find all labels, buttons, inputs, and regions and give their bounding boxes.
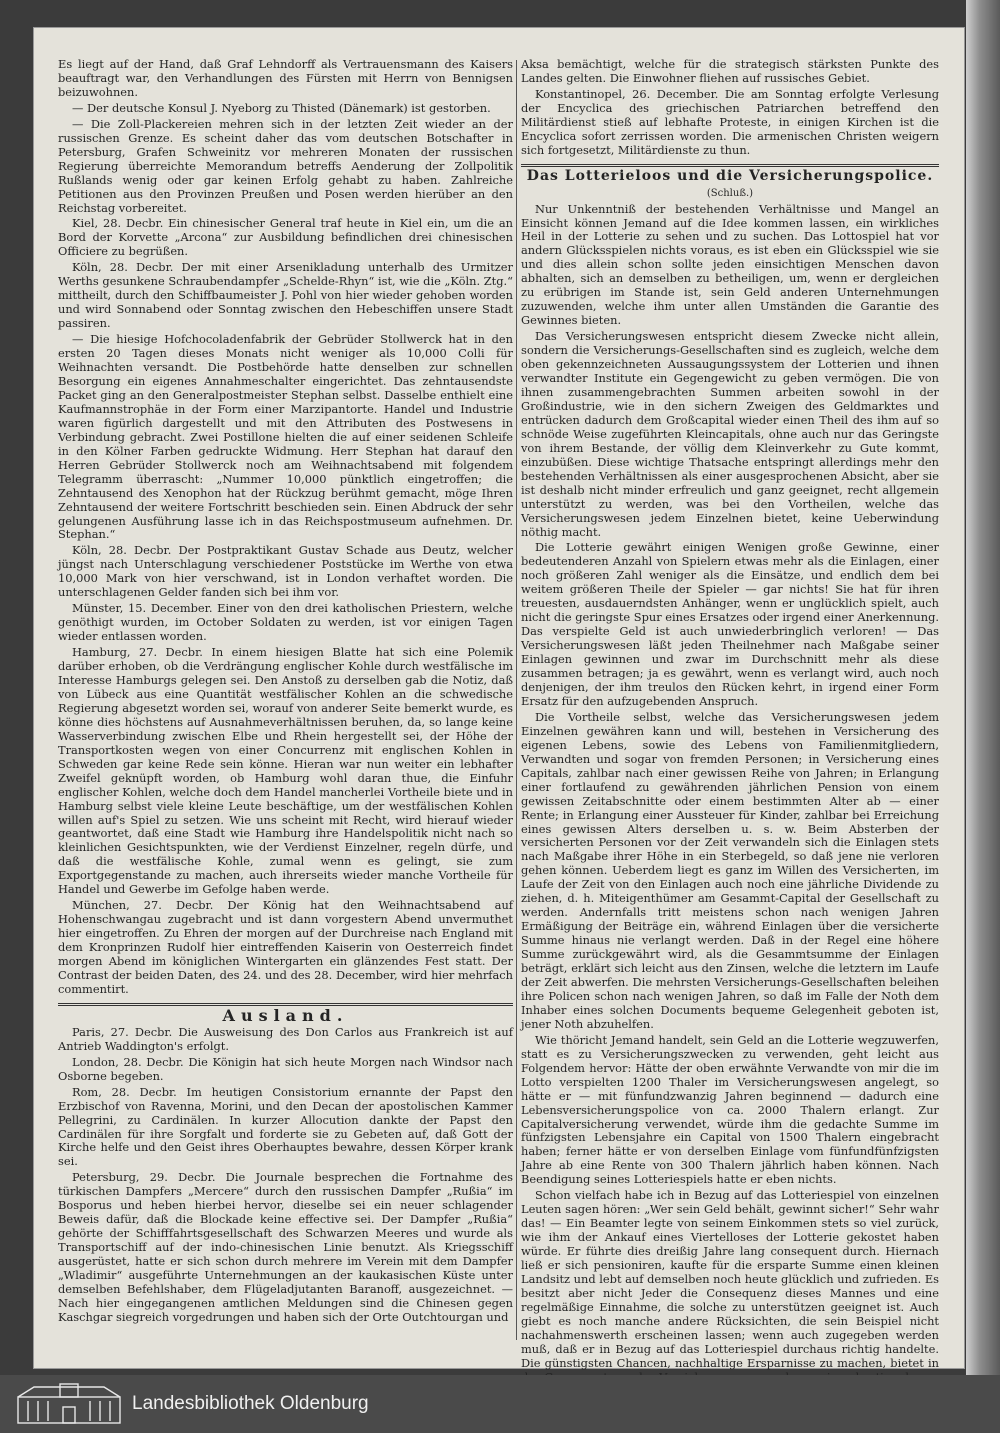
right-column — [521, 58, 939, 1401]
page-edge — [966, 0, 1000, 1433]
library-building-icon — [14, 1383, 124, 1425]
library-footer — [0, 1375, 1000, 1433]
paragraph: Nur Unkenntniß der bestehenden Verhältnisse und Mangel an Einsicht können Jemand auf die Idee kommen lassen, ein wirkliches Heil in der Lotterie zu sehen und zu suchen. Das Lottospiel hat vor andern Glücksspielen nichts voraus, es ist eben ein Glücksspiel wie sie und dies allein schon sollte jeden einsichtigen Menschen davon abhalten, sich an demselben zu betheiligen, um, wenn er dergleichen zu erübrigen im Stande ist, sein Geld anderen Unternehmungen zuzuwenden, welche ihm unter allen Umständen die Garantie des Gewinnes bieten. — [521, 201, 939, 328]
left-column — [58, 58, 513, 1327]
article-heading: Das Lotterieloos und die Versicherungspolice. — [521, 164, 939, 184]
paragraph: Die Lotterie gewährt einigen Wenigen große Gewinne, einer bedeutenderen Anzahl von Spielern etwas mehr als die Einlagen, einer noch größeren Zahl weniger als die Einsätze, und endlich dem bei weitem größeren Theile der Spieler — gar nichts! Sie hat für ihren treuesten, ausdauerndsten Anhänger, wenn er unglücklich spielt, auch nicht die geringste Spur eines Ersatzes oder irgend einer Anerkennung. Das verspielte Geld ist auch unwiederbringlich verloren! — Das Versicherungswesen läßt jeden Theilnehmer nach Maßgabe seiner Einlagen gewinnen und zwar im Durchschnitt mehr als diese zusammen betragen; ja es gewährt, wenn es verlangt wird, auch noch denjenigen, der ihm treulos den Rücken kehrt, in irgend einer Form Ersatz für den aufzugebenden Anspruch. — [521, 540, 939, 708]
section-heading-ausland: Ausland. — [58, 1003, 513, 1023]
paragraph: — Die hiesige Hofchocoladenfabrik der Gebrüder Stollwerck hat in den ersten 20 Tagen dieses Monats nicht weniger als 10,000 Colli für Weihnachten versandt. Die Postbehörde hatte denselben zur schnellen Besorgung ein eigenes Annahmeschalter eingerichtet. Das zehntausendste Packet ging an den Generalpostmeister Stephan selbst. Dasselbe enthielt eine Kaufmannstrophäe in der Form einer Marzipantorte. Handel und Industrie waren figürlich dargestellt und mit den Attributen des Postwesens in Verbindung gebracht. Zwei Postillone hielten die auf einer seidenen Schleife in den Kölner Farben gedruckte Widmung. Herr Stephan hat darauf den Herren Gebrüder Stollwerck noch am Weihnachtsabend mit folgendem Telegramm überrascht: „Nummer 10,000 pünktlich eingetroffen; die Zehntausend des Xenophon hat der Rückzug berühmt gemacht, möge Ihren Zehntausend der weitere Fortschritt beschieden sein. Einen Abdruck der sehr gelungenen Ausführung lasse ich in das Reichspostmuseum aufnehmen. Dr. Stephan.“ — [58, 332, 513, 542]
paragraph: Die Vortheile selbst, welche das Versicherungswesen jedem Einzelnen gewähren kann und will, bestehen in Versicherung des eigenen Lebens, sowie des Lebens von Familienmitgliedern, Verwandten und sogar von fremden Personen; in Versicherung eines Capitals, zahlbar nach einer gewissen Reihe von Jahren; in Erlangung einer fortlaufend zu gewährenden jährlichen Pension von einem gewissen Zeitabschnitte oder einem bestimmten Alter ab — einer Rente; in Erlangung einer Aussteuer für Kinder, zahlbar bei Erreichung eines gewissen Alters derselben u. s. w. Beim Absterben der versicherten Personen vor der Zeit verwandeln sich die Einlagen stets nach Maßgabe ihrer Höhe in ein Sterbegeld, so daß jene nie verloren gehen können. Ueberdem liegt es ganz im Willen des Versicherten, im Laufe der Zeit von den Einlagen auch noch eine jährliche Dividende zu ziehen, d. h. Miteigenthümer am Gesammt-Capital der Gesellschaft zu werden. Andernfalls tritt meistens schon nach wenigen Jahren Ermäßigung der Beiträge ein, während Einlagen über die versicherte Summe hinaus nie verlangt werden. Daß in der Regel eine höhere Summe zurückgewährt wird, als die Gesammtsumme der Einlagen beträgt, erklärt sich leicht aus den Zinsen, welche die letztern im Laufe der Zeit abwerfen. Die mehrsten Versicherungs-Gesellschaften beleihen ihre Policen schon nach wenigen Jahren, so daß im Falle der Noth dem Inhaber eines solchen Documents bequeme Gelegenheit geboten ist, jener Noth abzuhelfen. — [521, 709, 939, 1031]
paragraph: Rom, 28. Decbr. Im heutigen Consistorium ernannte der Papst den Erzbischof von Ravenna, Morini, und den Decan der apostolischen Kammer Pellegrini, zu Cardinälen. In kurzer Allocution dankte der Papst den Cardinälen für ihre Sorgfalt und forderte sie zu Gebeten auf, daß Gott der Kirche helfe und den Geist ihres Oberhauptes bewahre, dessen Körper krank sei. — [58, 1084, 513, 1169]
paragraph: Aksa bemächtigt, welche für die strategisch stärksten Punkte des Landes gelten. Die Einwohner fliehen auf russisches Gebiet. — [521, 57, 939, 85]
newspaper-page — [34, 28, 964, 1368]
paragraph: Köln, 28. Decbr. Der Postpraktikant Gustav Schade aus Deutz, welcher jüngst nach Unterschlagung verschiedener Poststücke im Werthe von etwa 10,000 Mark von hier verschwand, ist in London verhaftet worden. Die unterschlagenen Gelder fanden sich bei ihm vor. — [58, 543, 513, 600]
paragraph: Petersburg, 29. Decbr. Die Journale besprechen die Fortnahme des türkischen Dampfers „Mercere“ durch den russischen Dampfer „Rußia“ im Bosporus und heben hierbei hervor, dieselbe sei ein neuer schlagender Beweis dafür, daß die Blockade keine effective sei. Der Dampfer „Rußia“ gehörte der Schifffahrtsgesellschaft des Schwarzen Meeres und wurde als Transportschiff auf der indo-chinesischen Linie benutzt. Als Kriegsschiff ausgerüstet, hatte er sich schon durch mehrere im Verein mit dem Dampfer „Wladimir“ ausgeführte Unternehmungen an der kaukasischen Küste unter demselben Befehlshaber, dem Flügeladjutanten Baranoff, ausgezeichnet. — Nach hier eingegangenen amtlichen Meldungen sind die Chinesen gegen Kaschgar siegreich vorgedrungen und haben sich der Orte Outchtourgan und — [58, 1170, 513, 1324]
paragraph: Konstantinopel, 26. December. Die am Sonntag erfolgte Verlesung der Encyclica des griechischen Patriarchen betreffend den Militärdienst stieß auf lebhafte Proteste, in einigen Kirchen ist die Encyclica sofort zerrissen worden. Die armenischen Christen weigern sich fortgesetzt, Militärdienste zu thun. — [521, 86, 939, 157]
paragraph: Paris, 27. Decbr. Die Ausweisung des Don Carlos aus Frankreich ist auf Antrieb Waddington's erfolgt. — [58, 1024, 513, 1053]
paragraph: — Der deutsche Konsul J. Nyeborg zu Thisted (Dänemark) ist gestorben. — [72, 100, 491, 115]
paragraph: Wie thöricht Jemand handelt, sein Geld an die Lotterie wegzuwerfen, statt es zu Versicherungszwecken zu verwenden, geht leicht aus Folgendem hervor: Hätte der oben erwähnte Verwandte von mir die im Lotto verspielten 1200 Thaler im Versicherungswesen angelegt, so hätte er — mit fünfundzwanzig Jahren beginnend — dadurch eine Lebensversicherungspolice von ca. 2000 Thalern erlangt. Zur Capitalversicherung verwendet, würde ihm die gedachte Summe im fünfzigsten Lebensjahre ein Capital von 1500 Thalern eingebracht haben; ferner hätte er von derselben Einlage vom fünfundfünfzigsten Jahre ab eine Rente von 300 Thalern jährlich haben können. Nach Beendigung seines Lotteriespiels hatte er eben nichts. — [521, 1032, 939, 1187]
paragraph: Es liegt auf der Hand, daß Graf Lehndorff als Vertrauensmann des Kaisers beauftragt war, den Verhandlungen des Fürsten mit Herrn von Bennigsen beizuwohnen. — [58, 57, 513, 99]
paragraph: Kiel, 28. Decbr. Ein chinesischer General traf heute in Kiel ein, um die an Bord der Korvette „Arcona“ zur Ausbildung befindlichen drei chinesischen Officiere zu begrüßen. — [58, 216, 513, 259]
paragraph: London, 28. Decbr. Die Königin hat sich heute Morgen nach Windsor nach Osborne begeben. — [58, 1054, 513, 1083]
paragraph: München, 27. Decbr. Der König hat den Weihnachtsabend auf Hohenschwangau zugebracht und ist dann vorgestern Abend unvermuthet hier eingetroffen. Zu Ehren der morgen auf der Durchreise nach England mit dem Kronprinzen Rudolf hier eintreffenden Kaiserin von Oesterreich findet morgen Abend im königlichen Wintergarten ein glänzendes Fest statt. Der Contrast der beiden Daten, des 24. und des 28. December, wird hier mehrfach commentirt. — [58, 898, 513, 996]
column-divider — [516, 60, 517, 1340]
paragraph: Köln, 28. Decbr. Der mit einer Arsenikladung unterhalb des Urmitzer Werths gesunkene Schraubendampfer „Schelde-Rhyn“ ist, wie die „Köln. Ztg.“ mittheilt, durch den Schiffbaumeister J. Pohl von hier wieder gehoben worden und wird Sonnabend oder Sonntag zwischen den Hebeschiffen unsere Stadt passiren. — [58, 260, 513, 331]
paragraph: Das Versicherungswesen entspricht diesem Zwecke nicht allein, sondern die Versicherungs-Gesellschaften sind es zugleich, welche dem oben gekennzeichneten Aussaugungssystem der Lotterien und ihnen verwandter Institute ein Gegengewicht zu geben vermögen. Die von ihnen zusammengebrachten Summen arbeiten sowohl in der Großindustrie, wie in den sichern Zweigen des Geldmarktes und entrücken dadurch dem Großcapital wieder einen Theil des ihm auf so schnöde Weise zugeführten Kleincapitals, ohne auch nur das Geringste von ihrem Bestande, der völlig dem Kleinverkehr zu Gute kommt, einzubüßen. Diese wichtige Thatsache entspringt allerdings mehr den bestehenden Verhältnissen als einer ausgesprochenen Absicht, aber sie ist deshalb nicht minder erfreulich und ganz geeignet, recht allgemein unterstützt zu werden, was bei den Vortheilen, welche das Versicherungswesen jedem Einzelnen bietet, keine Ueberwindung nöthig macht. — [521, 329, 939, 539]
paragraph: Schon vielfach habe ich in Bezug auf das Lotteriespiel von einzelnen Leuten sagen hören: „Wer sein Geld behält, gewinnt sicher!“ Sehr wahr das! — Ein Beamter legte von seinem Einkommen stets so viel zurück, wie ihm der Ankauf eines Viertelloses der Lotterie gekostet haben würde. Er führte dies dreißig Jahre lang consequent durch. Hiernach ließ er sich pensioniren, kaufte für die ersparte Summe einen kleinen Landsitz und lebt auf demselben noch heute glücklich und zufrieden. Es besitzt aber nicht Jeder die Consequenz dieses Mannes und eine regelmäßige Einnahme, die solche zu unterstützen geeignet ist. Auch giebt es noch manche andere Rücksichten, die sein Beispiel nicht nachahmenswerth erscheinen lassen; wenn auch zugegeben werden muß, daß er in Bezug auf das Lotteriespiel durchaus richtig handelte. Die günstigsten Chancen, nachhaltige Ersparnisse zu machen, bietet in — [521, 1188, 939, 1370]
paragraph: — Die Zoll-Plackereien mehren sich in der letzten Zeit wieder an der russischen Grenze. Es scheint daher das vom deutschen Botschafter in Petersburg, Grafen Schweinitz vor mehreren Monaten der russischen Regierung überreichte Memorandum betreffs Aenderung der Zollpolitik Rußlands wenig oder gar keinen Erfolg gehabt zu haben. Zahlreiche Petitionen aus den Provinzen Preußen und Posen werden hierüber an den Reichstag vorbereitet. — [58, 116, 513, 215]
paragraph: Münster, 15. December. Einer von den drei katholischen Priestern, welche genöthigt wurden, im October Soldaten zu werden, ist vor einigen Tagen wieder entlassen worden. — [58, 601, 513, 644]
article-subheading: (Schluß.) — [706, 187, 754, 199]
paragraph: Hamburg, 27. Decbr. In einem hiesigen Blatte hat sich eine Polemik darüber erhoben, ob die Verdrängung englischer Kohle durch westfälische im Interesse Hamburgs gelegen sei. Den Anstoß zu derselben gab die Notiz, daß von Lübeck aus eine Quantität westfälischer Kohlen an die schwedische Regierung abgesetzt worden sei, worauf von anderer Seite bemerkt wurde, es könne dies höchstens auf Ausnahmeverhältnissen beruhen, da, so lange keine Wasserverbindung zwischen Elbe und Rhein hergestellt sei, der Höhe der Transportkosten wegen von einer Concurrenz mit englischen Kohlen in Schweden gar keine Rede sein könne. Hieran war nun weiter ein lebhafter Zweifel geknüpft worden, ob Hamburg wohl daran thue, die Einfuhr englischer Kohlen, welche doch dem Handel mancherlei Vortheile biete und in Hamburg selbst viele kleine Leute beschäftige, um der westfälischen Kohlen willen auf's Spiel zu setzen. Wie uns scheint mit Recht, wird hierauf wieder geantwortet, daß eine Stadt wie Hamburg ihre Handelspolitik nicht nach so kleinlichen Gesichtspunkten, wie der Verdienst Einzelner, regeln dürfe, und daß die westfälische Kohle, zumal wenn es gelingt, sie zum Exportgegenstande zu machen, auch ihrerseits wieder manche Vortheile für Handel und Gewerbe im Gefolge haben werde. — [58, 645, 513, 897]
library-name: Landesbibliothek Oldenburg — [132, 1393, 369, 1414]
